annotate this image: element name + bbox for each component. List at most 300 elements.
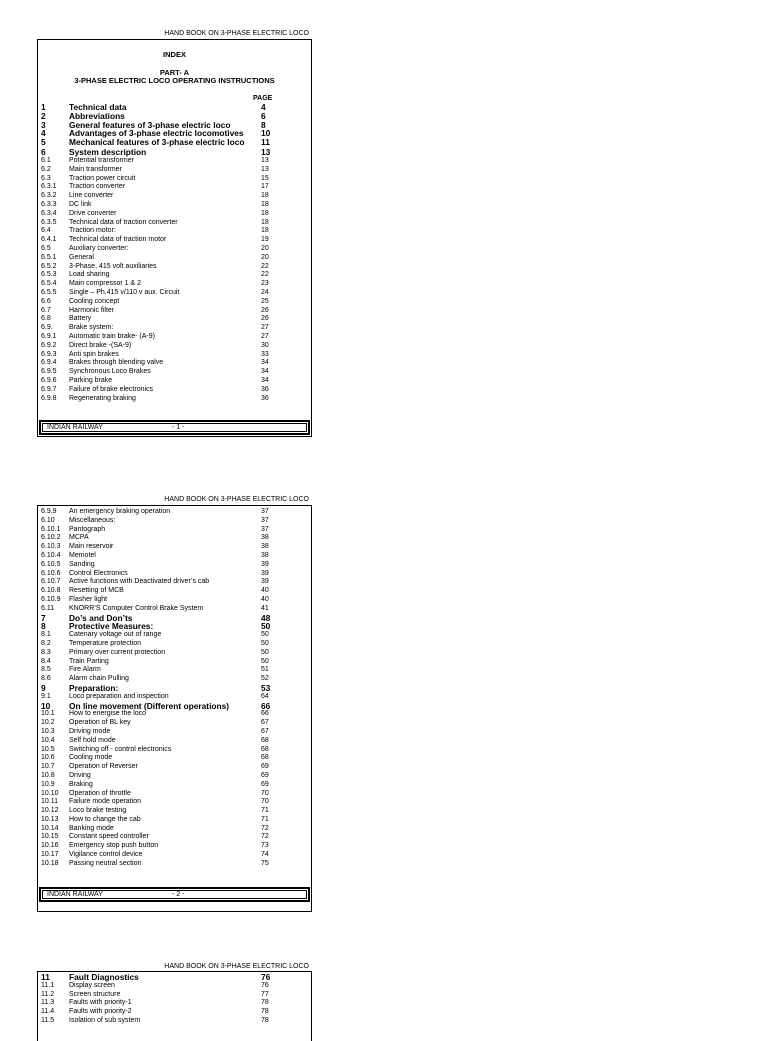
entry-page-number: 22: [261, 262, 269, 270]
index-chapter-entry: [38, 702, 311, 711]
entry-number: 6.10.9: [41, 595, 61, 603]
index-entry: [38, 368, 311, 377]
entry-title: Operation of BL key: [69, 719, 131, 727]
index-entry: [38, 315, 311, 324]
index-entry: [38, 1008, 311, 1017]
entry-title: Technical data of traction converter: [69, 218, 178, 226]
index-entry: [38, 728, 311, 737]
entry-page-number: 69: [261, 780, 269, 788]
entry-number: 6.5: [41, 244, 51, 252]
entry-number: 6.7: [41, 306, 51, 314]
entry-page-number: 11: [261, 137, 270, 148]
index-entry: [38, 798, 311, 807]
index-entry: [38, 333, 311, 342]
entry-title: Flasher light: [69, 595, 108, 603]
entry-number: 6.6: [41, 297, 51, 305]
entry-title: Main transformer: [69, 165, 122, 173]
page-footer: [39, 420, 310, 435]
entry-page-number: 38: [261, 543, 269, 551]
entry-title: Faults with priority-1: [69, 999, 132, 1007]
entry-title: Failure mode operation: [69, 798, 141, 806]
entry-number: 6.9.9: [41, 508, 57, 515]
entry-number: 10.13: [41, 815, 59, 823]
entry-number: 6.3.5: [41, 218, 57, 226]
index-entry: [38, 737, 311, 746]
entry-title: Banking mode: [69, 824, 114, 832]
entry-title: On line movement (Different operations): [69, 700, 230, 711]
entry-page-number: 18: [261, 218, 269, 226]
entry-title: Potential transformer: [69, 156, 134, 164]
entry-page-number: 33: [261, 350, 269, 358]
entry-page-number: 8: [261, 119, 266, 130]
index-title: INDEX: [163, 50, 186, 59]
index-entry: [38, 860, 311, 869]
entry-page-number: 34: [261, 368, 269, 376]
entry-number: 10: [41, 700, 51, 711]
entry-number: 6.3: [41, 174, 51, 182]
index-entry: [38, 263, 311, 272]
entry-title: Traction power circuit: [69, 174, 136, 182]
index-entry: [38, 386, 311, 395]
index-entry: [38, 772, 311, 781]
index-entry: [38, 561, 311, 570]
entry-number: 6.9.4: [41, 359, 57, 367]
entry-title: Drive converter: [69, 209, 117, 217]
entry-number: 10.17: [41, 851, 59, 859]
entry-number: 6.9.6: [41, 376, 57, 384]
entry-title: Train Parting: [69, 657, 109, 665]
entry-title: Automatic train brake- (A-9): [69, 332, 155, 340]
entry-number: 6.9.: [41, 324, 53, 332]
page-header: HAND BOOK ON 3-PHASE ELECTRIC LOCO: [164, 963, 309, 970]
entry-title: Constant speed controller: [69, 833, 149, 841]
entry-number: 6.10.5: [41, 560, 61, 568]
entry-number: 8.2: [41, 639, 51, 647]
entry-number: 6.4: [41, 227, 51, 235]
entry-title: Pantograph: [69, 525, 106, 533]
index-entry: [38, 1017, 311, 1026]
entry-number: 10.2: [41, 719, 55, 727]
index-entry: [38, 999, 311, 1008]
index-entry: [38, 543, 311, 552]
entry-number: 6.9.8: [41, 394, 57, 402]
index-entries-list: [38, 508, 311, 869]
index-entry: [38, 658, 311, 667]
entry-page-number: 37: [261, 525, 269, 533]
entry-number: 10.1: [41, 710, 55, 718]
index-entry: [38, 719, 311, 728]
index-entry: [38, 395, 311, 404]
entry-page-number: 19: [261, 236, 269, 244]
page-header: HAND BOOK ON 3-PHASE ELECTRIC LOCO: [164, 496, 309, 503]
entry-title: Technical data of traction motor: [69, 236, 167, 244]
entry-number: 10.10: [41, 789, 59, 797]
index-entry: [38, 982, 311, 991]
entry-title: Braking: [69, 780, 93, 788]
entry-number: 10.6: [41, 754, 55, 762]
entry-title: Catenary voltage out of range: [69, 631, 162, 639]
entry-page-number: 37: [261, 516, 269, 524]
entry-number: 10.15: [41, 833, 59, 841]
entry-title: Main compressor 1 & 2: [69, 280, 141, 288]
entry-title: Operation of Reverser: [69, 763, 138, 771]
index-entry: [38, 298, 311, 307]
entry-title: Fire Alarm: [69, 666, 101, 674]
entry-page-number: 68: [261, 736, 269, 744]
entry-page-number: 78: [261, 1016, 269, 1024]
entry-title: Primary over current protection: [69, 648, 166, 656]
entry-number: 2: [41, 110, 46, 121]
entry-page-number: 30: [261, 341, 269, 349]
index-entry: [38, 710, 311, 719]
entry-page-number: 69: [261, 771, 269, 779]
entry-title: Temperature protection: [69, 639, 141, 647]
entry-title: Switching off - control electronics: [69, 745, 172, 753]
entry-title: Regenerating braking: [69, 394, 136, 402]
entry-number: 5: [41, 137, 46, 148]
entry-page-number: 39: [261, 560, 269, 568]
entry-title: Do’s and Don’ts: [69, 612, 133, 623]
entry-title: Abbreviations: [69, 110, 125, 121]
index-chapter-entry: [38, 973, 311, 982]
index-entries-list: [38, 103, 311, 403]
index-entry: [38, 377, 311, 386]
entry-number: 11.3: [41, 999, 55, 1007]
entry-page-number: 71: [261, 807, 269, 815]
index-entry: [38, 596, 311, 605]
entry-number: 6.8: [41, 315, 51, 323]
entry-title: Driving: [69, 771, 91, 779]
index-entry: [38, 649, 311, 658]
entry-title: DC link: [69, 200, 92, 208]
entry-title: Control Electronics: [69, 569, 128, 577]
entry-page-number: 70: [261, 798, 269, 806]
entry-page-number: 39: [261, 569, 269, 577]
entry-title: Cooling mode: [69, 754, 113, 762]
entry-title: Auxiliary converter:: [69, 244, 129, 252]
entry-title: Failure of brake electronics: [69, 385, 154, 393]
index-entry: [38, 307, 311, 316]
entry-number: 6.9.5: [41, 368, 57, 376]
index-chapter-entry: [38, 622, 311, 631]
entry-number: 6.11: [41, 604, 55, 612]
footer-railway-label: INDIAN RAILWAY: [47, 424, 103, 431]
entry-number: 6.5.2: [41, 262, 57, 270]
index-entry: [38, 640, 311, 649]
entry-number: 6.10.4: [41, 551, 61, 559]
entry-page-number: 6: [261, 110, 266, 121]
entry-number: 6.2: [41, 165, 51, 173]
entry-title: Technical data: [69, 102, 127, 112]
entry-number: 10.14: [41, 824, 59, 832]
entry-page-number: 66: [261, 700, 271, 711]
entry-title: How to change the cab: [69, 815, 141, 823]
index-entry: [38, 578, 311, 587]
entry-number: 10.3: [41, 727, 55, 735]
entry-page-number: 40: [261, 595, 269, 603]
entry-page-number: 77: [261, 990, 269, 998]
index-entry: [38, 526, 311, 535]
entry-title: Cooling concept: [69, 297, 120, 305]
entry-page-number: 67: [261, 727, 269, 735]
entry-page-number: 20: [261, 253, 269, 261]
page-column-label: PAGE: [253, 95, 273, 102]
entry-title: MCPA: [69, 534, 89, 542]
entry-page-number: 34: [261, 376, 269, 384]
entry-page-number: 78: [261, 999, 269, 1007]
index-entry: [38, 227, 311, 236]
index-entry: [38, 236, 311, 245]
entry-title: Mechanical features of 3-phase electric loco: [69, 137, 245, 148]
entry-page-number: 17: [261, 183, 269, 191]
entry-title: Emergency stop push button: [69, 842, 159, 850]
footer-page-number: - 1 -: [172, 424, 185, 431]
entry-page-number: 70: [261, 789, 269, 797]
entry-page-number: 72: [261, 833, 269, 841]
entry-number: 6: [41, 146, 46, 157]
entry-page-number: 72: [261, 824, 269, 832]
index-entry: [38, 807, 311, 816]
entry-page-number: 26: [261, 315, 269, 323]
entry-page-number: 50: [261, 657, 269, 665]
entry-title: Active functions with Deactivated driver’s cab: [69, 578, 210, 586]
entry-number: 6.4.1: [41, 236, 57, 244]
index-entry: [38, 183, 311, 192]
entry-title: Passing neutral section: [69, 859, 142, 867]
entry-page-number: 24: [261, 288, 269, 296]
entry-title: Fault Diagnostics: [69, 972, 139, 982]
entry-number: 6.3.4: [41, 209, 57, 217]
entry-page-number: 27: [261, 324, 269, 332]
entry-number: 6.9.1: [41, 332, 57, 340]
entry-title: Synchronous Loco Brakes: [69, 368, 151, 376]
entry-title: Single – Ph.415 v/110 v aux. Circuit: [69, 288, 180, 296]
entry-page-number: 18: [261, 209, 269, 217]
entry-number: 6.10.1: [41, 525, 61, 533]
entry-page-number: 20: [261, 244, 269, 252]
entry-number: 8.5: [41, 666, 51, 674]
entry-number: 6.10: [41, 516, 55, 524]
index-entry: [38, 746, 311, 755]
entry-title: Faults with priority-2: [69, 1008, 132, 1016]
entry-page-number: 69: [261, 763, 269, 771]
index-entry: [38, 851, 311, 860]
entry-title: Parking brake: [69, 376, 113, 384]
index-entry: [38, 254, 311, 263]
entry-title: Display screen: [69, 981, 115, 989]
index-entry: [38, 192, 311, 201]
entry-page-number: 26: [261, 306, 269, 314]
entry-page-number: 36: [261, 394, 269, 402]
entry-page-number: 38: [261, 551, 269, 559]
entry-number: 8.1: [41, 631, 51, 639]
entry-page-number: 23: [261, 280, 269, 288]
entry-page-number: 13: [261, 156, 269, 164]
footer-page-number: - 2 -: [172, 891, 185, 898]
entry-page-number: 78: [261, 1008, 269, 1016]
entry-title: Battery: [69, 315, 92, 323]
entry-number: 11: [41, 972, 50, 982]
index-entry: [38, 201, 311, 210]
entry-page-number: 40: [261, 587, 269, 595]
entry-title: Isolation of sub system: [69, 1016, 141, 1024]
entry-number: 3: [41, 119, 46, 130]
entry-number: 6.10.2: [41, 534, 61, 542]
entry-title: Resetting of MCB: [69, 587, 124, 595]
entry-number: 6.10.8: [41, 587, 61, 595]
entry-number: 8.6: [41, 675, 51, 683]
entry-number: 10.4: [41, 736, 55, 744]
entry-number: 10.7: [41, 763, 55, 771]
entry-page-number: 38: [261, 534, 269, 542]
entry-page-number: 41: [261, 604, 269, 612]
entry-number: 6.9.3: [41, 350, 57, 358]
entry-title: Advantages of 3-phase electric locomotives: [69, 128, 244, 139]
index-entry: [38, 359, 311, 368]
entry-page-number: 51: [261, 666, 269, 674]
entry-number: 6.3.3: [41, 200, 57, 208]
entry-page-number: 52: [261, 675, 269, 683]
index-entry: [38, 833, 311, 842]
index-entry: [38, 271, 311, 280]
entry-number: 10.5: [41, 745, 55, 753]
entry-number: 11.1: [41, 981, 55, 989]
entry-page-number: 73: [261, 842, 269, 850]
entry-title: Line converter: [69, 192, 114, 200]
entry-page-number: 50: [261, 648, 269, 656]
entry-title: Main reservoir: [69, 543, 114, 551]
footer-railway-label: INDIAN RAILWAY: [47, 891, 103, 898]
entry-page-number: 27: [261, 332, 269, 340]
entry-number: 8: [41, 621, 46, 632]
entry-page-number: 64: [261, 692, 269, 700]
entry-title: Vigilance control device: [69, 851, 143, 859]
index-entry: [38, 508, 311, 517]
entry-title: Driving mode: [69, 727, 111, 735]
index-entry: [38, 219, 311, 228]
entry-number: 8.4: [41, 657, 51, 665]
index-chapter-entry: [38, 147, 311, 157]
index-entry: [38, 570, 311, 579]
entry-page-number: 50: [261, 621, 271, 632]
entry-page-number: 10: [261, 128, 271, 139]
entry-number: 11.2: [41, 990, 55, 998]
entry-page-number: 68: [261, 745, 269, 753]
entry-title: Loco preparation and inspection: [69, 692, 169, 700]
entry-number: 6.5.5: [41, 288, 57, 296]
entry-page-number: 67: [261, 719, 269, 727]
index-entry: [38, 245, 311, 254]
index-page-1: [37, 39, 312, 437]
entry-page-number: 68: [261, 754, 269, 762]
entry-number: 6.5.3: [41, 271, 57, 279]
entry-title: General features of 3-phase electric loco: [69, 119, 231, 130]
entry-number: 10.12: [41, 807, 59, 815]
entry-page-number: 18: [261, 200, 269, 208]
entry-page-number: 71: [261, 815, 269, 823]
entry-title: Miscellaneous:: [69, 516, 116, 524]
index-entry: [38, 790, 311, 799]
entry-number: 6.10.3: [41, 543, 61, 551]
entry-page-number: 34: [261, 359, 269, 367]
entry-number: 6.3.1: [41, 183, 57, 191]
entry-title: General: [69, 253, 94, 261]
index-entry: [38, 166, 311, 175]
entry-number: 6.3.2: [41, 192, 57, 200]
entry-page-number: 22: [261, 271, 269, 279]
entry-title: Preparation:: [69, 682, 119, 693]
entry-title: Memotel: [69, 551, 96, 559]
index-entry: [38, 175, 311, 184]
entry-number: 4: [41, 128, 46, 139]
entry-page-number: 25: [261, 297, 269, 305]
index-entry: [38, 587, 311, 596]
entry-title: KNORR’S Computer Control Brake System: [69, 604, 204, 612]
entry-page-number: 53: [261, 682, 271, 693]
index-entry: [38, 842, 311, 851]
entry-number: 10.11: [41, 798, 58, 806]
entry-title: Load sharing: [69, 271, 110, 279]
entry-number: 11.5: [41, 1016, 55, 1024]
entry-title: Harmonic filter: [69, 306, 115, 314]
entry-number: 6.5.1: [41, 253, 57, 261]
index-page-2: [37, 505, 312, 912]
entry-title: Direct brake -(SA-9): [69, 341, 132, 349]
entry-number: 10.8: [41, 771, 55, 779]
index-entry: [38, 781, 311, 790]
entry-number: 6.9.7: [41, 385, 57, 393]
entry-number: 10.16: [41, 842, 59, 850]
index-entry: [38, 342, 311, 351]
page-footer: [39, 887, 310, 902]
entry-title: How to energise the loco: [69, 710, 147, 718]
entry-page-number: 15: [261, 174, 269, 182]
index-entry: [38, 289, 311, 298]
entry-page-number: 13: [261, 165, 269, 173]
entry-title: An emergency braking operation: [69, 508, 171, 515]
entry-title: System description: [69, 146, 147, 157]
entry-title: 3-Phase, 415 volt auxiliaries: [69, 262, 157, 270]
index-entry: [38, 351, 311, 360]
index-entry: [38, 324, 311, 333]
index-entry: [38, 816, 311, 825]
index-entry: [38, 280, 311, 289]
entry-number: 9: [41, 682, 46, 693]
index-entry: [38, 763, 311, 772]
entry-title: Protective Measures:: [69, 621, 154, 632]
index-entry: [38, 517, 311, 526]
index-entry: [38, 534, 311, 543]
entry-number: 10.18: [41, 859, 59, 867]
index-entries-list: [38, 973, 311, 1026]
index-entry: [38, 825, 311, 834]
entry-page-number: 13: [261, 146, 271, 157]
entry-page-number: 18: [261, 227, 269, 235]
index-entry: [38, 552, 311, 561]
index-page-3: [37, 971, 312, 1041]
entry-number: 6.5.4: [41, 280, 57, 288]
entry-page-number: 37: [261, 508, 269, 515]
entry-page-number: 76: [261, 972, 271, 982]
entry-number: 6.9.2: [41, 341, 57, 349]
page-header: HAND BOOK ON 3-PHASE ELECTRIC LOCO: [164, 30, 309, 37]
index-chapter-entry: [38, 684, 311, 693]
entry-title: Self hold mode: [69, 736, 116, 744]
entry-number: 11.4: [41, 1008, 55, 1016]
index-entry: [38, 666, 311, 675]
entry-number: 8.3: [41, 648, 51, 656]
index-entry: [38, 754, 311, 763]
